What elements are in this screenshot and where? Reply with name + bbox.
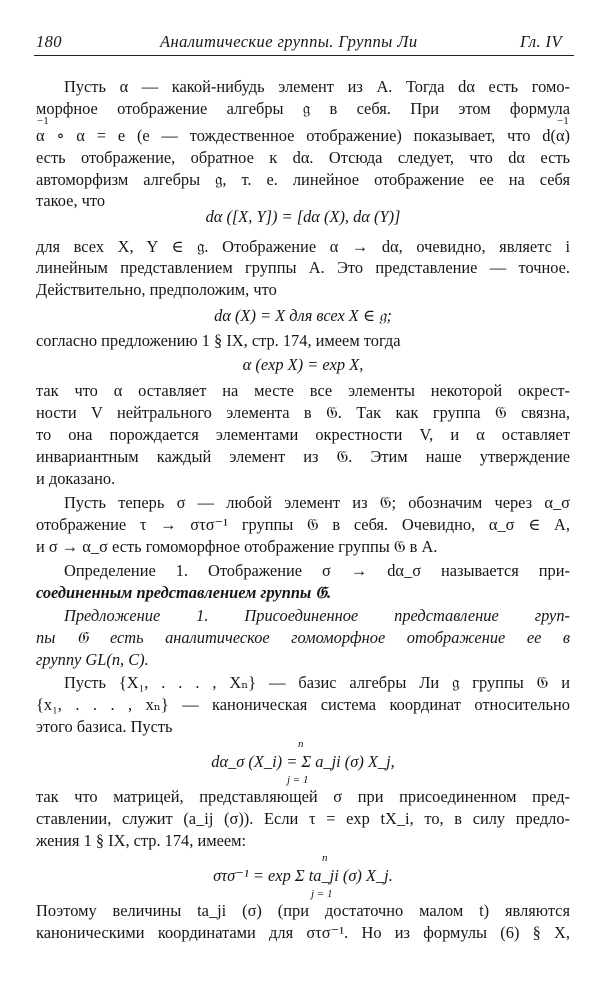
proposition-line: группу GL(n, C). [36, 650, 149, 669]
text-line: Поэтому величины ta_ji (σ) (при достаточно малом t) являются [36, 901, 570, 920]
overline-inverse-1: −1 [37, 115, 49, 127]
formula-exp: α (exp X) = exp X, [242, 355, 364, 374]
formula-conjugation: στσ⁻¹ = exp Σ ta_ji (σ) X_j. [213, 866, 393, 885]
text-line: ставлении, служит (a_ij (σ)). Если τ = exp tX_i, то, в силу предло- [36, 809, 570, 828]
text-line: так что α оставляет на месте все элементы некоторой окрест- [36, 381, 570, 400]
text-line: жения 1 § IX, стр. 174, имеем: [36, 831, 247, 850]
text-line: отображение τ → στσ⁻¹ группы 𝔊 в себя. Очевидно, α_σ ∈ A, [36, 515, 570, 534]
text-line: так что матрицей, представляющей σ при присоединенном пред- [36, 787, 570, 806]
text-line: морфное отображение алгебры 𝔤 в себя. При этом формула [36, 99, 570, 118]
text-line: Пусть α — какой-нибудь элемент из A. Тогда dα есть гомо- [64, 77, 570, 96]
text-line: и σ → α_σ есть гомоморфное отображение группы 𝔊 в A. [36, 537, 438, 556]
text-line: Пусть теперь σ — любой элемент из 𝔊; обозначим через α_σ [64, 493, 570, 512]
sum-upper-limit: n [298, 738, 304, 750]
sum-upper-limit: n [322, 852, 328, 864]
sum-lower-limit: j = 1 [311, 888, 333, 900]
text-line: α ∘ α = e (e — тождественное отображение) показывает, что d(α) [36, 126, 570, 145]
overline-inverse-2: −1 [557, 115, 569, 127]
text-line: для всех X, Y ∈ 𝔤. Отображение α → dα, очевидно, являетс і [36, 237, 570, 256]
formula-identity: dα (X) = X для всех X ∈ 𝔤; [214, 306, 392, 325]
text-line: есть отображение, обратное к dα. Отсюда следует, что dα есть [36, 148, 570, 167]
text-line: и доказано. [36, 469, 116, 488]
chapter-label: Гл. IV [520, 32, 562, 51]
formula-bracket: dα ([X, Y]) = [dα (X), dα (Y)] [205, 207, 401, 226]
definition-line: Определение 1. Отображение σ → dα_σ называется при- [64, 561, 570, 580]
text-line: автоморфизм алгебры 𝔤, т. е. линейное отображение ее на себя [36, 170, 570, 189]
proposition-line: Предложение 1. Присоединенное представление груп- [64, 606, 570, 625]
definition-line: соединенным представлением группы 𝔊. [36, 583, 332, 602]
page-number: 180 [36, 32, 62, 51]
text-line: {x₁, . . . , xₙ} — каноническая система координат относительно [36, 695, 570, 714]
text-line: этого базиса. Пусть [36, 717, 173, 736]
sum-lower-limit: j = 1 [287, 774, 309, 786]
proposition-line: пы 𝔊 есть аналитическое гомоморфное отображение ее в [36, 628, 570, 647]
text-line: инвариантным каждый элемент из 𝔊. Этим наше утверждение [36, 447, 570, 466]
text-line: Действительно, предположим, что [36, 280, 277, 299]
header-rule [34, 55, 574, 56]
text-line: такое, что [36, 191, 106, 210]
formula-adjoint-matrix: dα_σ (X_i) = Σ a_ji (σ) X_j, [211, 752, 395, 771]
text-line: согласно предложению 1 § IX, стр. 174, имеем тогда [36, 331, 401, 350]
text-line: ности V нейтрального элемента в 𝔊. Так как группа 𝔊 связна, [36, 403, 570, 422]
text-line: то она порождается элементами окрестности V, и α оставляет [36, 425, 570, 444]
text-line: каноническими координатами для στσ⁻¹. Но из формулы (6) § X, [36, 923, 570, 942]
text-line: линейным представлением группы A. Это представление — точное. [36, 258, 570, 277]
text-line: Пусть {X₁, . . . , Xₙ} — базис алгебры Ли 𝔤 группы 𝔊 и [64, 673, 570, 692]
running-title: Аналитические группы. Группы Ли [160, 32, 418, 51]
